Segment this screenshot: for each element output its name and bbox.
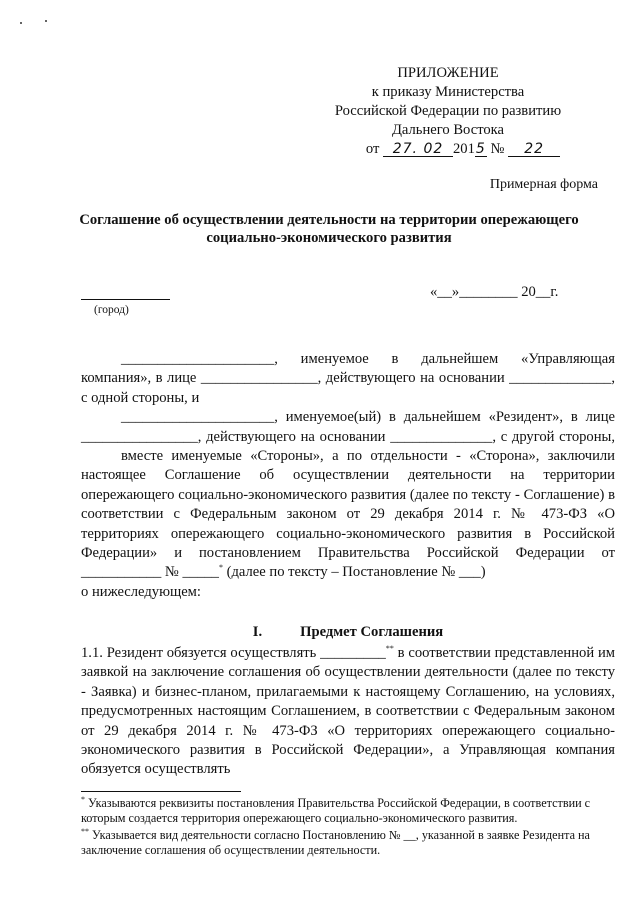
party1-line1: _____________________, именуемое в дальнейшем «Управляющая <box>121 351 615 367</box>
footnote-separator <box>81 791 241 792</box>
scan-speck <box>45 20 47 22</box>
appendix-line-ministry: к приказу Министерства <box>371 84 525 100</box>
agreement-paragraph-last: о нижеследующем: <box>81 583 201 600</box>
footnote-2-text: Указывается вид деятельности согласно Постановлению № __, указанной в заявке Резидента на заключение соглашения об осуществлении деятельности. <box>81 828 590 857</box>
clause-1-1-start: 1.1. Резидент обязуется осуществлять _________ <box>81 645 386 661</box>
footnote-1 <box>81 796 621 826</box>
party1-line2: компания», в лице ________________, действующего на основании ______________, <box>81 370 615 387</box>
section-heading <box>81 624 615 641</box>
appendix-header <box>298 64 598 159</box>
appendix-line-far-east: Дальнего Востока <box>391 122 505 138</box>
agreement-date: «__»________ 20__г. <box>430 284 559 300</box>
appendix-title: ПРИЛОЖЕНИЕ <box>397 65 499 81</box>
city-line <box>81 299 170 300</box>
footnote-2 <box>81 828 621 858</box>
date-value: 27. 02 <box>383 142 453 157</box>
year-value: 5 <box>475 141 486 157</box>
clause-1-1 <box>81 644 615 780</box>
agreement-paragraph-text: вместе именуемые «Стороны», а по отдельности - «Сторона», заключили настоящее Соглашение об осуществлении деятельности на территории опережающего социально-экономического развития (далее по тексту - Соглашение) в соответствии с Федеральным законом от 29 декабря 2014 г. № 473-ФЗ «О территориях опережающего социально-экономического развития в Российской Федерации» и постановлением Правительства Российской Федерации от ___________ № _____ <box>81 448 615 581</box>
party2-line1: _____________________, именуемое(ый) в дальнейшем «Резидент», в лице <box>121 409 615 426</box>
section-numeral: I. <box>252 624 263 640</box>
footnote-1-mark: * <box>81 794 85 804</box>
date-prefix: от <box>365 141 380 157</box>
scan-speck <box>20 22 22 24</box>
appendix-date-line <box>298 140 598 159</box>
agreement-paragraph-end: (далее по тексту – Постановление № ___) <box>222 564 486 581</box>
agreement-title: Соглашение об осуществлении деятельности на территории опережающего социально-экономического развития <box>79 212 579 246</box>
footnote-ref-2: ** <box>385 644 394 654</box>
number-sign: № <box>490 141 505 157</box>
form-type-label: Примерная форма <box>489 177 598 192</box>
appendix-line-federation: Российской Федерации по развитию <box>334 103 562 119</box>
footnote-ref-1: * <box>218 563 223 573</box>
party2-line2: ________________, действующего на основании ______________, с другой стороны, <box>81 428 615 445</box>
year-prefix: 201 <box>453 141 475 157</box>
section-title: Предмет Соглашения <box>300 624 444 640</box>
order-number: 22 <box>508 142 560 157</box>
party1-line3: с одной стороны, и <box>81 389 200 406</box>
city-label: (город) <box>94 304 129 316</box>
footnote-2-mark: ** <box>81 826 89 836</box>
clause-1-1-text: в соответствии представленной им заявкой на заключение соглашения об осуществлении деятельности (далее по тексту - Заявка) и бизнес-планом, прилагаемыми к настоящему Соглашению, на условиях, предусмотренных настоящим Соглашением, в соответствии с Федеральным законом от 29 декабря 2014 г. № 473-ФЗ «О территориях опережающего социально-экономического развития в Российской Федерации», а Управляющая компания обязуется осуществлять <box>81 645 615 778</box>
parties-agreement-paragraph <box>81 447 615 583</box>
footnote-1-text: Указываются реквизиты постановления Правительства Российской Федерации, в соответствии с которым создается территория опережающего социально-экономического развития. <box>81 796 591 825</box>
parties-block <box>81 350 615 602</box>
